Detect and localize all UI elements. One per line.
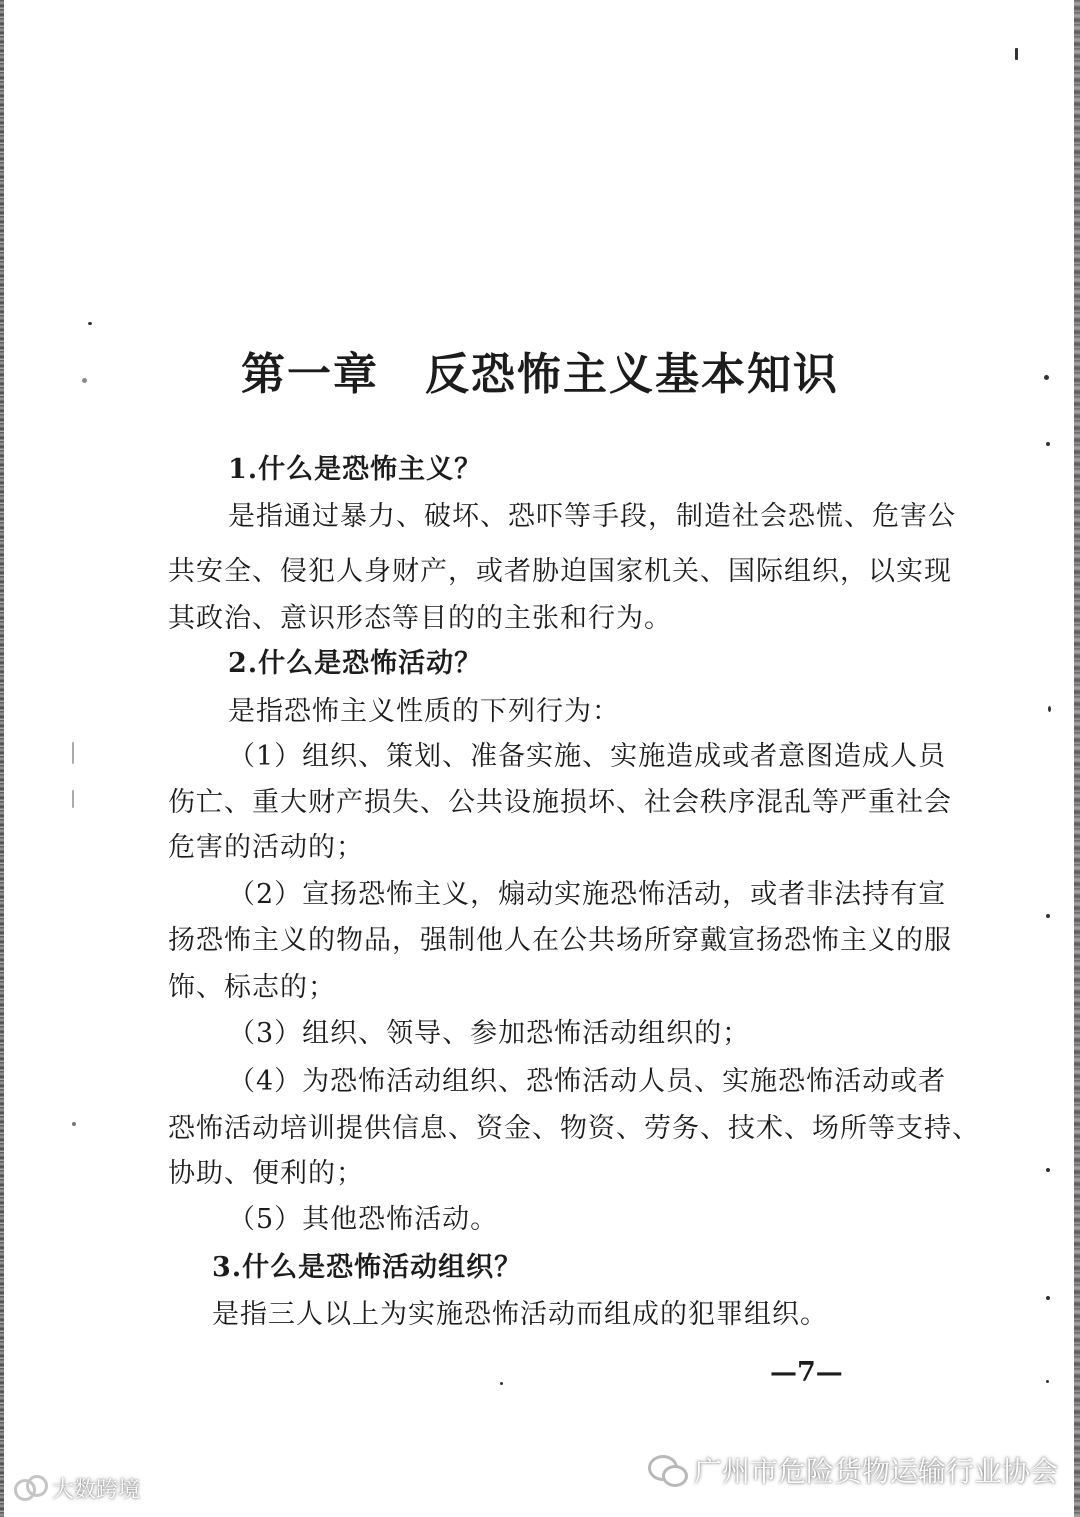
text-line: （4）为恐怖活动组织、恐怖活动人员、实施恐怖活动或者 (228, 1066, 947, 1097)
text-line: 是指恐怖主义性质的下列行为： (228, 696, 620, 727)
text-line: （5）其他恐怖活动。 (228, 1204, 499, 1235)
scan-speck (1015, 48, 1018, 60)
text-line: 是指通过暴力、破坏、恐吓等手段，制造社会恐慌、危害公 (228, 501, 956, 532)
text-line: 协助、便利的； (168, 1158, 364, 1189)
scan-speck (1046, 1296, 1050, 1300)
watermark-source-text: 大数跨境 (52, 1477, 141, 1503)
text-line: 饰、标志的； (168, 972, 336, 1003)
text-line: （1）组织、策划、准备实施、实施造成或者意图造成人员 (228, 741, 947, 772)
scan-speck (88, 322, 92, 325)
scan-speck (1048, 706, 1051, 712)
text-line: 是指三人以上为实施恐怖活动而组成的犯罪组织。 (212, 1299, 828, 1330)
logo-icon (14, 1475, 46, 1501)
scan-speck (500, 1382, 503, 1385)
text-line: 扬恐怖主义的物品，强制他人在公共场所穿戴宣扬恐怖主义的服 (168, 925, 952, 956)
scan-speck (72, 790, 74, 808)
question-heading: 3.什么是恐怖活动组织？ (212, 1252, 523, 1283)
text-line: 恐怖活动培训提供信息、资金、物资、劳务、技术、场所等支持、 (168, 1113, 980, 1144)
text-line: （3）组织、领导、参加恐怖活动组织的； (228, 1018, 751, 1049)
wechat-icon (648, 1455, 686, 1485)
scan-speck (72, 1122, 76, 1126)
watermark-association-text: 广州市危险货物运输行业协会 (694, 1455, 1059, 1488)
watermark-source (14, 1470, 140, 1506)
page-number: —7— (770, 1357, 843, 1388)
scan-speck (1046, 442, 1050, 446)
scan-speck (1046, 1380, 1049, 1383)
scan-speck (1046, 1168, 1050, 1172)
text-line: 危害的活动的； (168, 832, 364, 863)
text-line: （2）宣扬恐怖主义，煽动实施恐怖活动，或者非法持有宣 (228, 879, 947, 910)
chapter-title: 第一章 反恐怖主义基本知识 (241, 349, 839, 400)
scan-edge-right (1074, 0, 1080, 1517)
scan-speck (72, 742, 74, 764)
text-line: 共安全、侵犯人身财产，或者胁迫国家机关、国际组织，以实现 (168, 556, 952, 587)
scan-edge-left (0, 0, 4, 1517)
question-heading: 2.什么是恐怖活动？ (228, 648, 483, 679)
text-line: 其政治、意识形态等目的的主张和行为。 (168, 603, 672, 634)
scan-speck (1046, 914, 1050, 918)
text-line: 伤亡、重大财产损失、公共设施损坏、社会秩序混乱等严重社会 (168, 787, 952, 818)
question-heading: 1.什么是恐怖主义？ (228, 454, 483, 485)
watermark-association (648, 1448, 1058, 1492)
